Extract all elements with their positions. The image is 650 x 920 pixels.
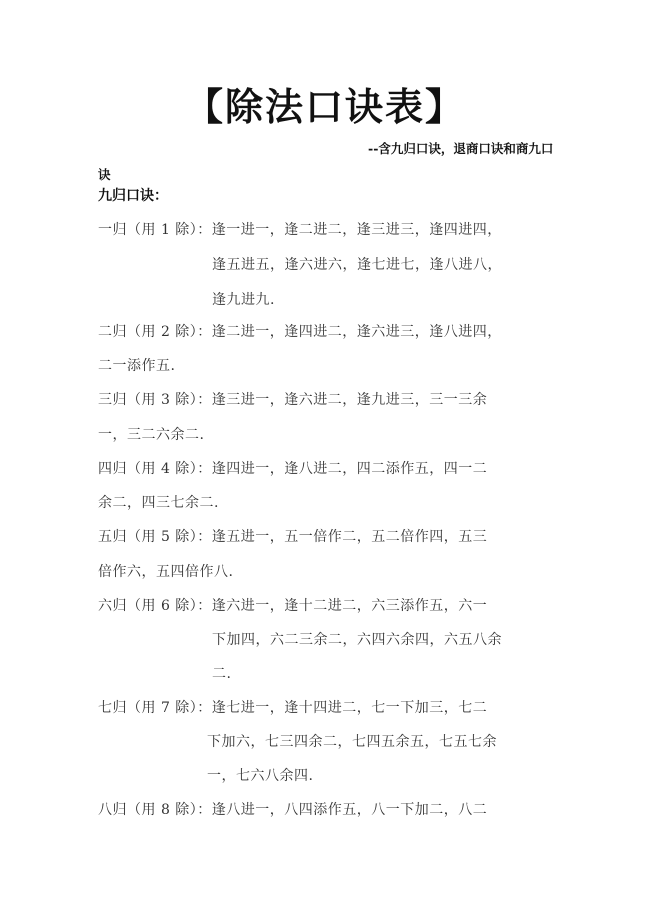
page-subtitle: --含九归口诀，退商口诀和商九口诀 [98,141,554,182]
rule-line: 一，三二六余二. [98,427,205,443]
rule-line: 下加四，六二三余二，六四六余四，六五八余 [212,632,502,648]
section-heading: 九归口诀： [98,188,168,204]
rule-line: 余二，四三七余二. [98,495,219,511]
rule-line: 三归（用 3 除）：逢三进一，逢六进二，逢九进三，三一三余 [98,392,488,408]
rule-line: 一归（用 1 除）：逢一进一，逢二进二，逢三进三，逢四进四， [98,222,502,238]
rule-line: 二归（用 2 除）：逢二进一，逢四进二，逢六进三，逢八进四， [98,324,502,340]
rule-line: 六归（用 6 除）：逢六进一，逢十二进二，六三添作五，六一 [98,598,488,614]
rule-line: 逢五进五，逢六进六，逢七进七，逢八进八， [212,257,502,273]
rule-line: 下加六，七三四余二，七四五余五，七五七余 [207,734,497,750]
rule-line: 二一添作五. [98,358,176,374]
rule-line: 倍作六，五四倍作八. [98,564,234,580]
rule-line: 八归（用 8 除）：逢八进一，八四添作五，八一下加二，八二 [98,802,488,818]
page-title: 【除法口诀表】 [184,85,465,129]
rule-line: 二. [212,666,232,682]
rule-line: 逢九进九. [212,292,275,308]
rule-line: 一，七六八余四. [207,768,314,784]
rule-line: 五归（用 5 除）：逢五进一，五一倍作二，五二倍作四，五三 [98,529,488,545]
rule-line: 七归（用 7 除）：逢七进一，逢十四进二，七一下加三，七二 [98,700,488,716]
rule-line: 四归（用 4 除）：逢四进一，逢八进二，四二添作五，四一二 [98,461,488,477]
